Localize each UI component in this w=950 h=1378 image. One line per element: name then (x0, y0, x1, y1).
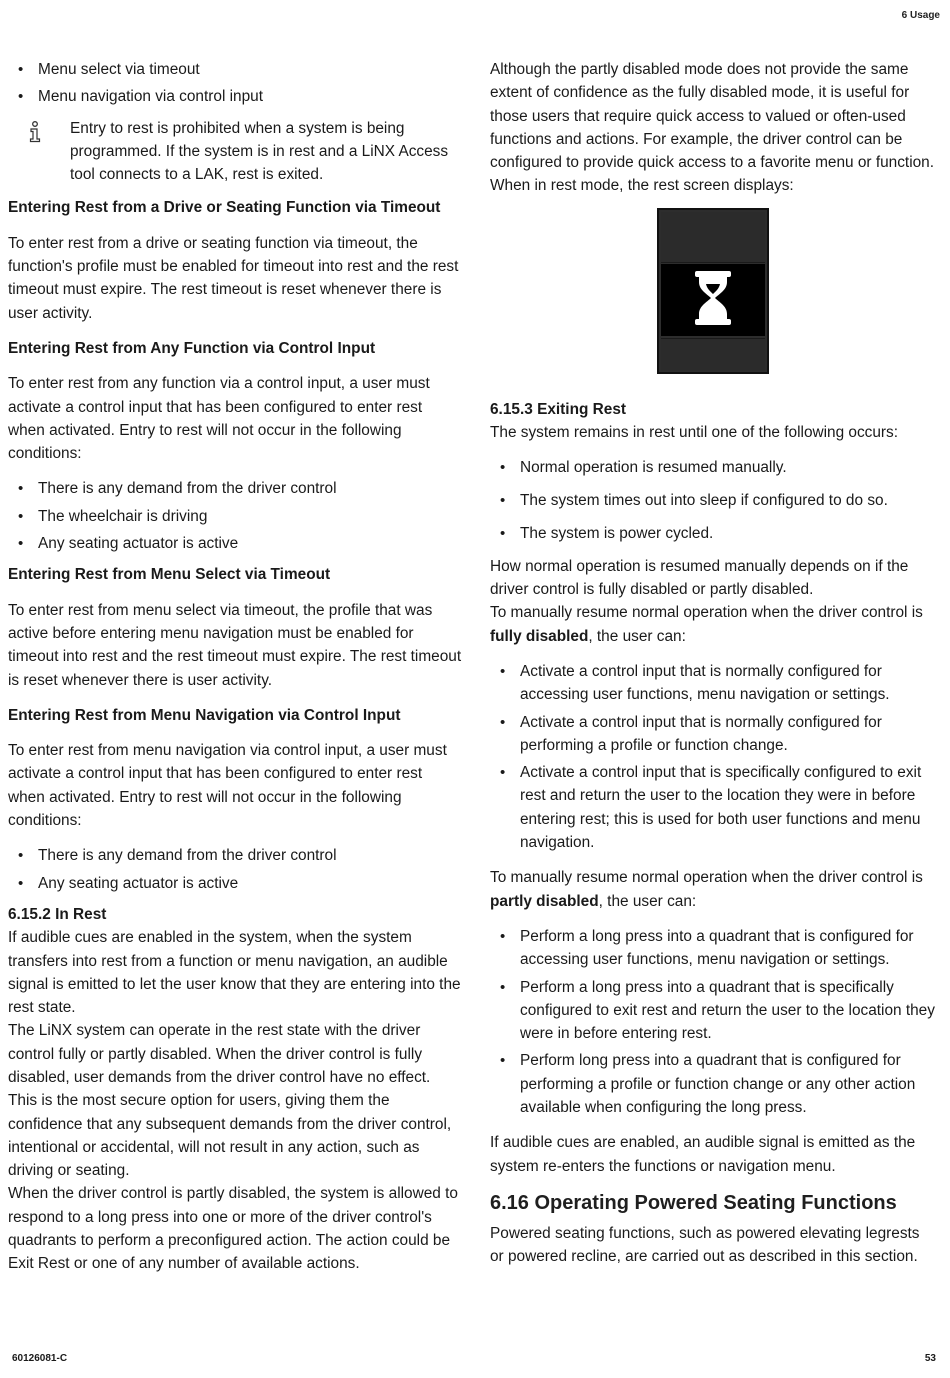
list-item: • Normal operation is resumed manually. (490, 456, 936, 479)
list-item: • Perform a long press into a quadrant that is specifically configured to exit rest and return the user to the location they were in before entering rest. (490, 976, 936, 1046)
list-item: • Any seating actuator is active (8, 532, 463, 555)
document-id: 60126081-C (12, 1353, 68, 1364)
condition-list (8, 477, 463, 555)
rest-screen-display (657, 208, 769, 374)
paragraph: When the driver control is partly disabled, the system is allowed to respond to a long press into one or more of the driver control's quadrants to perform a preconfigured action. The action could be Exit Rest or one of any number of available actions. (8, 1185, 458, 1273)
paragraph: How normal operation is resumed manually depends on if the driver control is fully disabled or partly disabled. (490, 557, 909, 599)
list-item: • The system is power cycled. (490, 522, 936, 545)
heading-rest-menu-navigation: Entering Rest from Menu Navigation via Control Input (8, 706, 401, 724)
section-title-powered-seating: 6.16 Operating Powered Seating Functions (490, 1191, 897, 1214)
paragraph: If audible cues are enabled in the system, when the system transfers into rest from a function or menu navigation, an audible signal is emitted to let the user know that they are entering into the rest state. (8, 929, 461, 1017)
paragraph: When in rest mode, the rest screen displays: (490, 177, 794, 195)
hourglass-icon (693, 270, 733, 333)
list-item: • The system times out into sleep if configured to do so. (490, 489, 936, 512)
exit-condition-list (490, 456, 936, 545)
heading-rest-drive-timeout: Entering Rest from a Drive or Seating Function via Timeout (8, 199, 441, 217)
list-item: • There is any demand from the driver control (8, 477, 463, 500)
paragraph-partly-disabled: To manually resume normal operation when the driver control is partly disabled, the user can: (490, 869, 923, 910)
paragraph: The LiNX system can operate in the rest state with the driver control fully or partly disabled. When the driver control is fully disabled, user demands from the driver control have no effect. This is the most secure option for users, giving them the confidence that any subsequent demands from the driver control, intentional or accidental, will not result in any action, such as driving or seating. (8, 1022, 452, 1180)
fully-disabled-actions-list (490, 660, 936, 854)
list-item: • Perform a long press into a quadrant that is configured for accessing user functions, menu navigation or settings. (490, 925, 936, 972)
list-item: • There is any demand from the driver control (8, 844, 463, 867)
rest-entry-methods-list (8, 58, 463, 109)
paragraph: Powered seating functions, such as powered elevating legrests or powered recline, are carried out as described in this section. (490, 1224, 920, 1266)
list-item: • Activate a control input that is normally configured for performing a profile or function change. (490, 711, 936, 758)
paragraph: To enter rest from a drive or seating function via timeout, the function's profile must be enabled for timeout into rest and the rest timeout must expire. The rest timeout is reset whenever there is user activity. (8, 234, 459, 322)
list-item: • Any seating actuator is active (8, 872, 463, 895)
heading-exiting-rest: 6.15.3 Exiting Rest (490, 400, 627, 418)
partly-disabled-actions-list (490, 925, 936, 1119)
paragraph-fully-disabled: To manually resume normal operation when the driver control is fully disabled, the user can: (490, 604, 923, 645)
heading-rest-menu-select: Entering Rest from Menu Select via Timeout (8, 566, 331, 584)
rest-screen-figure (490, 208, 936, 374)
list-item: • The wheelchair is driving (8, 505, 463, 528)
list-item: • Menu navigation via control input (8, 85, 463, 108)
list-item: • Perform long press into a quadrant that is configured for performing a profile or function change or any other action available when configuring the long press. (490, 1049, 936, 1119)
right-column (490, 58, 936, 1268)
paragraph: Although the partly disabled mode does not provide the same extent of confidence as the fully disabled mode, it is useful for those users that require quick access to valued or often-used functions and actions. For example, the driver control can be configured to provide quick access to a favorite menu or function. (490, 61, 935, 172)
list-item: • Menu select via timeout (8, 58, 463, 81)
paragraph: To enter rest from any function via a control input, a user must activate a control input that has been configured to enter rest when activated. Entry to rest will not occur in the following conditions: (8, 375, 430, 463)
list-item: • Activate a control input that is specifically configured to exit rest and return the user to the location they were in before entering rest; this is used for both user functions and menu navigation. (490, 761, 936, 854)
info-icon (8, 117, 70, 187)
running-header: 6 Usage (901, 10, 940, 21)
note-text: Entry to rest is prohibited when a system is being programmed. If the system is in rest and a LiNX Access tool connects to a LAK, rest is exited. (70, 119, 449, 184)
paragraph: To enter rest from menu select via timeout, the profile that was active before entering menu navigation must be enabled for timeout into rest and the rest timeout must expire. The rest timeout is reset whenever there is user activity. (8, 601, 462, 689)
heading-in-rest: 6.15.2 In Rest (8, 905, 107, 923)
condition-list (8, 844, 463, 895)
info-note (8, 117, 463, 187)
paragraph: The system remains in rest until one of the following occurs: (490, 424, 899, 442)
page-number: 53 (924, 1353, 936, 1364)
paragraph: If audible cues are enabled, an audible signal is emitted as the system re-enters the functions or navigation menu. (490, 1134, 916, 1175)
left-column (8, 58, 463, 1276)
list-item: • Activate a control input that is normally configured for accessing user functions, menu navigation or settings. (490, 660, 936, 707)
heading-rest-any-control-input: Entering Rest from Any Function via Control Input (8, 339, 376, 357)
paragraph: To enter rest from menu navigation via control input, a user must activate a control input that has been configured to enter rest when activated. Entry to rest will not occur in the following conditions: (8, 742, 447, 830)
